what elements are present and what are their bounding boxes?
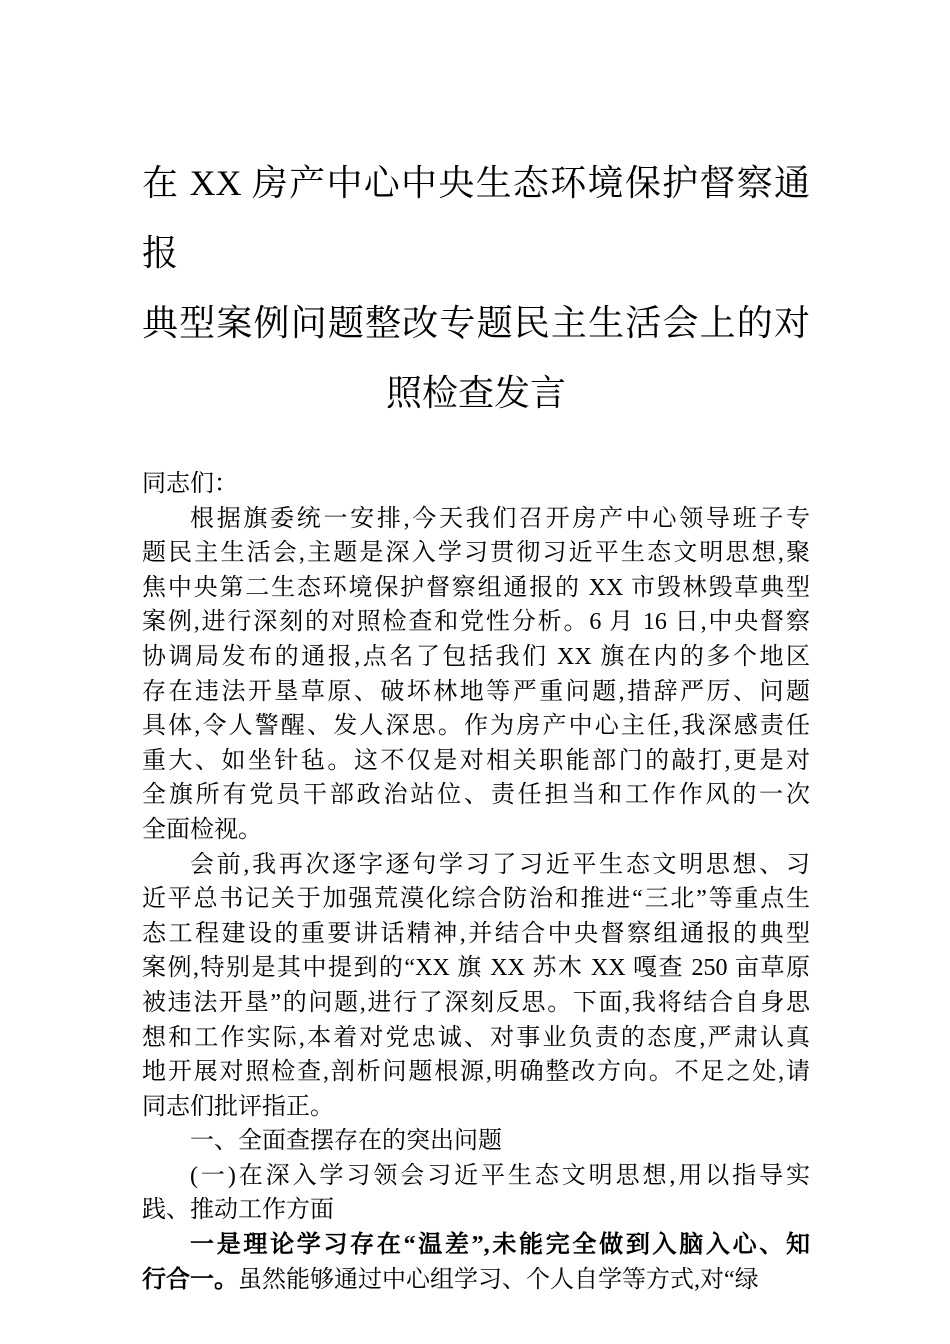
document-title [142,148,810,428]
body-text: 地开展对照检查,剖析问题根源,明确整改方向。不足之处,请 [142,1059,810,1086]
body-text: 践、推动工作方面 [142,1197,334,1224]
body-text: 一、全面查摆存在的突出问题 [190,1128,502,1155]
body-text: 被违法开垦”的问题,进行了深刻反思。下面,我将结合自身思 [142,989,810,1016]
body-line [142,951,810,986]
title-line: 在 XX 房产中心中央生态环境保护督察通报 [142,163,810,273]
body-line [142,640,810,675]
body-line [142,1159,810,1194]
body-line [142,917,810,952]
body-text: 重大、如坐针毡。这不仅是对相关职能部门的敲打,更是对 [142,747,810,774]
body-line [142,813,810,848]
body-text: 协调局发布的通报,点名了包括我们 XX 旗在内的多个地区 [142,643,810,670]
body-line [142,882,810,917]
body-line [142,848,810,883]
body-line [142,778,810,813]
body-text: 全旗所有党员干部政治站位、责任担当和工作作风的一次 [142,782,810,809]
body-line [142,502,810,537]
body-line [142,709,810,744]
body-line [142,744,810,779]
body-text: 同志们： [142,471,238,497]
document-body [142,467,810,1297]
title-line: 照检查发言 [385,373,566,413]
body-text: (一)在深入学习领会习近平生态文明思想,用以指导实 [190,1162,810,1189]
body-line [142,536,810,571]
body-line [142,1021,810,1056]
body-text: 案例,特别是其中提到的“XX 旗 XX 苏木 XX 嘎查 250 亩草原 [142,955,810,982]
body-text: 态工程建设的重要讲话精神,并结合中央督察组通报的典型 [142,920,810,947]
body-text: 全面检视。 [142,816,262,843]
body-text-bold: 行合一。 [142,1266,238,1293]
body-text: 根据旗委统一安排,今天我们召开房产中心领导班子专 [190,505,810,532]
body-text: 同志们批评指正。 [142,1093,334,1120]
body-text: 会前,我再次逐字逐句学习了习近平生态文明思想、习 [190,851,810,878]
body-line [142,1055,810,1090]
body-line [142,1228,810,1263]
body-text: 题民主生活会,主题是深入学习贯彻习近平生态文明思想,聚 [142,540,810,567]
title-line: 典型案例问题整改专题民主生活会上的对 [142,303,810,343]
body-line [142,571,810,606]
body-line [142,1263,810,1298]
body-line [142,467,810,502]
body-text: 具体,令人警醒、发人深思。作为房产中心主任,我深感责任 [142,713,810,740]
body-text: 焦中央第二生态环境保护督察组通报的 XX 市毁林毁草典型 [142,574,810,601]
body-text: 虽然能够通过中心组学习、个人自学等方式,对“绿 [238,1266,759,1293]
body-text: 想和工作实际,本着对党忠诚、对事业负责的态度,严肃认真 [142,1024,810,1051]
body-text: 案例,进行深刻的对照检查和党性分析。6 月 16 日,中央督察 [142,609,810,636]
body-line [142,675,810,710]
body-line [142,1090,810,1125]
document-content [142,148,810,1297]
body-line [142,1124,810,1159]
body-text-bold: 一是理论学习存在“温差”,未能完全做到入脑入心、知 [190,1232,810,1259]
body-line [142,605,810,640]
body-line [142,1193,810,1228]
body-line [142,986,810,1021]
body-text: 存在违法开垦草原、破坏林地等严重问题,措辞严厉、问题 [142,678,810,705]
body-text: 近平总书记关于加强荒漠化综合防治和推进“三北”等重点生 [142,886,810,913]
